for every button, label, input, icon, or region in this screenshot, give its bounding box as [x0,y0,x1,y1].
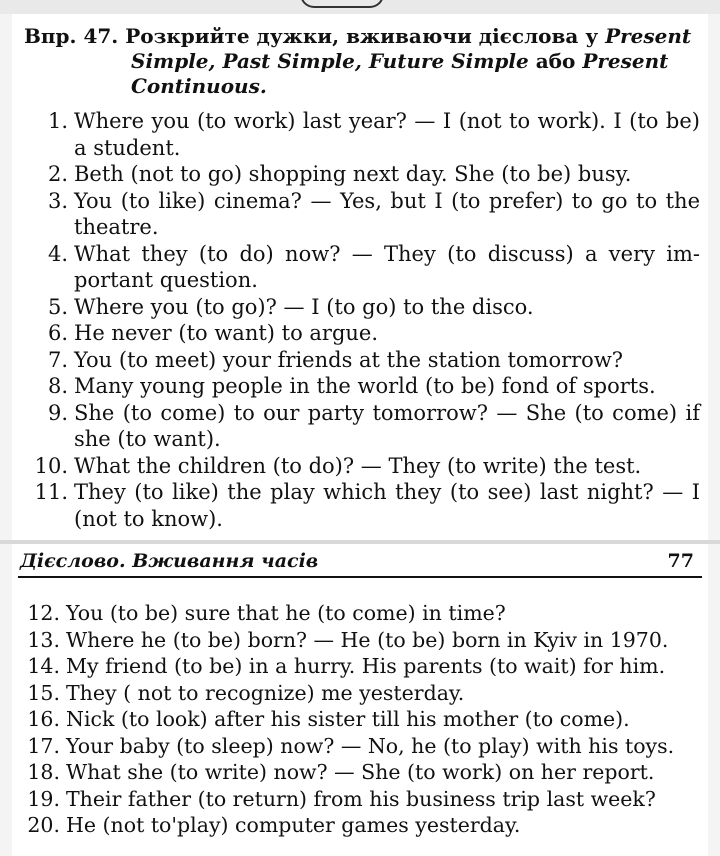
list-item [12,680,708,707]
list-item [12,347,708,374]
list-item [12,627,708,654]
header-rule [18,576,702,578]
list-item [12,479,708,532]
item-text: Their father (to return) from his business trip last week? [66,786,656,811]
item-text: What they (to do) now? — They (to discuss) a very im-portant question. [74,241,700,292]
item-number: 8. [47,374,68,398]
item-text: Where he (to be) born? — He (to be) born in Kyiv in 1970. [66,627,669,652]
page-section-bottom [12,544,708,856]
exercise-list-bottom [12,600,708,839]
conjunction: або [535,49,576,73]
page-number: 77 [667,550,694,572]
item-text: Many young people in the world (to be) fond of sports. [74,374,656,398]
tense-future-simple: Future Simple [368,49,529,73]
item-number: 14. [27,654,60,678]
list-item [12,812,708,839]
list-item [12,706,708,733]
running-header-title: Дієслово. Вживання часів [20,550,319,572]
item-number: 9. [47,400,68,425]
previous-page-edge [0,0,720,14]
list-item [12,108,708,161]
item-text: You (to be) sure that he (to come) in time? [66,601,506,625]
item-number: 18. [27,760,60,784]
item-number: 19. [27,786,60,811]
exercise-label: Впр. 47. [24,24,119,48]
item-text: My friend (to be) in a hurry. His parents (to wait) for him. [66,654,666,678]
tense-simple-word: Simple, [131,49,216,73]
item-number: 1. [47,109,68,133]
item-text: Nick (to look) after his sister till his mother (to come). [66,707,630,731]
page-fragment [300,0,384,8]
item-text: You (to like) cinema? — Yes, but I (to prefer) to go to the theatre. [74,188,700,239]
item-text: They ( not to recognize) me yesterday. [66,680,465,705]
item-text: You (to meet) your friends at the station tomorrow? [74,347,624,372]
item-number: 20. [27,813,60,837]
item-number: 11. [34,480,68,504]
list-item [12,453,708,480]
list-item [12,759,708,786]
list-item [12,400,708,453]
exercise-instruction: Розкрийте дужки, вживаючи дієслова у [125,24,599,48]
item-number: 4. [47,241,68,266]
item-text: He (not to'play) computer games yesterday. [66,813,521,837]
list-item [12,188,708,241]
item-text: Beth (not to go) shopping next day. She (to be) busy. [74,162,632,186]
list-item [12,320,708,347]
item-number: 12. [27,601,60,625]
tense-present-word: Present [605,24,692,48]
list-item [12,294,708,321]
tense-continuous-word: Continuous. [131,74,267,98]
list-item [12,373,708,400]
item-number: 5. [47,294,68,319]
item-number: 13. [27,627,60,652]
item-text: They (to like) the play which they (to see) last night? — I (not to know). [74,480,700,531]
item-number: 6. [47,321,68,345]
item-number: 3. [47,188,68,213]
list-item [12,733,708,760]
item-number: 15. [27,680,60,705]
item-text: She (to come) to our party tomorrow? — She (to come) if she (to want). [74,400,700,451]
item-text: Your baby (to sleep) now? — No, he (to play) with his toys. [66,733,675,758]
exercise-heading [24,24,704,99]
list-item [12,653,708,680]
list-item [12,161,708,188]
tense-present-word-2: Present [582,49,669,73]
item-number: 17. [27,733,60,758]
item-text: What the children (to do)? — They (to write) the test. [74,453,642,478]
item-number: 7. [47,347,68,372]
item-text: Where you (to work) last year? — I (not to work). I (to be) a student. [74,109,700,160]
list-item [12,786,708,813]
running-header [20,550,700,572]
item-text: He never (to want) to argue. [74,321,379,345]
page-section-top [12,14,708,540]
tense-past-simple: Past Simple, [222,49,362,73]
item-number: 10. [34,453,68,478]
list-item [12,241,708,294]
item-text: What she (to write) now? — She (to work) on her report. [66,760,655,784]
list-item [12,600,708,627]
item-number: 16. [27,707,60,731]
item-text: Where you (to go)? — I (to go) to the disco. [74,294,534,319]
item-number: 2. [47,162,68,186]
exercise-list-top [12,108,708,532]
